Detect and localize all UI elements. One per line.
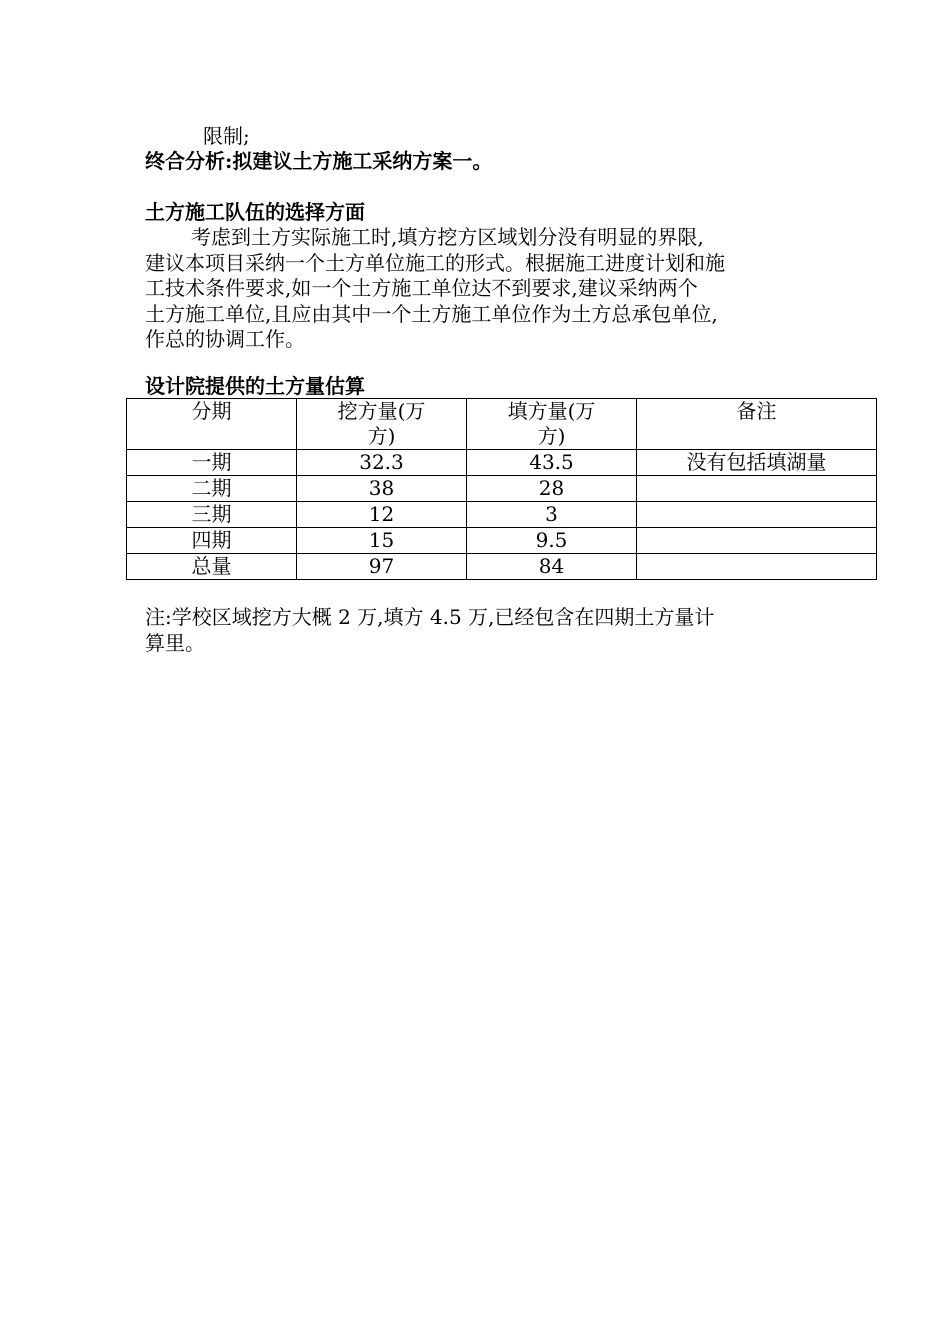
table-row xyxy=(127,528,877,554)
table-cell: 84 xyxy=(467,554,637,580)
table-row xyxy=(127,476,877,502)
table-row xyxy=(127,450,877,476)
table-cell: 38 xyxy=(297,476,467,502)
paragraph-line: 建议本项目采纳一个土方单位施工的形式。根据施工进度计划和施 xyxy=(145,250,725,275)
table-cell xyxy=(637,476,877,502)
table-cell: 三期 xyxy=(127,502,297,528)
team-paragraph xyxy=(145,225,725,353)
paragraph-line: 工技术条件要求,如一个土方施工单位达不到要求,建议采纳两个 xyxy=(145,276,698,300)
table-cell: 32.3 xyxy=(297,450,467,476)
conclusion-text: 终合分析:拟建议土方施工采纳方案一。 xyxy=(145,149,493,173)
header-cell-fill: 填方量(万 方) xyxy=(467,399,637,450)
paragraph-line: 考虑到土方实际施工时,填方挖方区域划分没有明显的界限, xyxy=(191,225,704,249)
earthwork-estimate-table xyxy=(126,398,877,580)
table-cell: 97 xyxy=(297,554,467,580)
table-cell: 一期 xyxy=(127,450,297,476)
section-heading-team: 土方施工队伍的选择方面 xyxy=(145,200,365,224)
table-cell: 四期 xyxy=(127,528,297,554)
table-header-row xyxy=(127,399,877,450)
table-row xyxy=(127,502,877,528)
header-cell-remarks: 备注 xyxy=(637,399,877,450)
table-cell xyxy=(637,502,877,528)
table-cell: 28 xyxy=(467,476,637,502)
table-cell: 12 xyxy=(297,502,467,528)
table-cell: 15 xyxy=(297,528,467,554)
table-cell xyxy=(637,528,877,554)
note-line: 注:学校区域挖方大概 2 万,填方 4.5 万,已经包含在四期土方量计 xyxy=(145,605,715,629)
paragraph-line: 土方施工单位,且应由其中一个土方施工单位作为土方总承包单位, xyxy=(145,301,718,326)
table-cell: 3 xyxy=(467,502,637,528)
note-paragraph xyxy=(145,605,714,656)
header-cell-excavation: 挖方量(万 方) xyxy=(297,399,467,450)
table-cell: 43.5 xyxy=(467,450,637,476)
note-line: 算里。 xyxy=(145,630,205,655)
table-cell: 9.5 xyxy=(467,528,637,554)
section-heading-estimate: 设计院提供的土方量估算 xyxy=(145,374,365,398)
header-cell-period: 分期 xyxy=(127,399,297,450)
table-row xyxy=(127,554,877,580)
table-cell: 二期 xyxy=(127,476,297,502)
limit-text: 限制; xyxy=(203,124,250,148)
table-cell: 总量 xyxy=(127,554,297,580)
paragraph-line: 作总的协调工作。 xyxy=(145,327,305,351)
table-cell: 没有包括填湖量 xyxy=(637,450,877,476)
table-cell xyxy=(637,554,877,580)
